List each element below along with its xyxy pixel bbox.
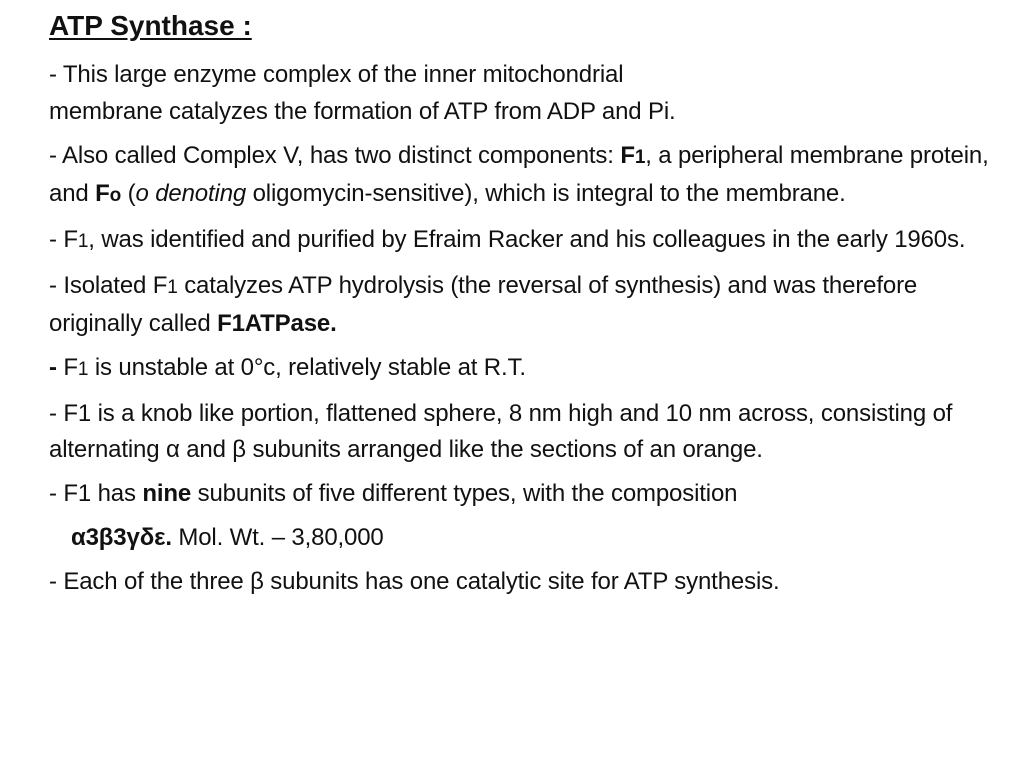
paragraph-line: membrane catalyzes the formation of ATP from ADP and Pi. xyxy=(49,98,676,125)
slide-content xyxy=(49,8,1009,608)
paragraph-hydrolysis: - Isolated F1 catalyzes ATP hydrolysis (the reversal of synthesis) and was therefore originally called F1ATPase. xyxy=(49,272,918,337)
paragraph-composition: α3β3γδε. Mol. Wt. – 3,80,000 xyxy=(71,524,384,551)
slide-title: ATP Synthase : xyxy=(49,10,252,41)
paragraph-catalytic-site: - Each of the three β subunits has one catalytic site for ATP synthesis. xyxy=(49,568,780,595)
paragraph-enzyme-complex xyxy=(49,56,1009,130)
paragraph-knob: - F1 is a knob like portion, flattened sphere, 8 nm high and 10 nm across, consisting of alternating α and β subunits arranged like the sections of an orange. xyxy=(49,400,953,463)
paragraph-racker: - F1, was identified and purified by Efraim Racker and his colleagues in the early 1960s. xyxy=(49,226,966,253)
paragraph-complex-v: - Also called Complex V, has two distinct components: F1, a peripheral membrane protein, and Fo (o denoting oligomycin-sensitive), which is integral to the membrane. xyxy=(49,142,989,207)
paragraph-subunits: - F1 has nine subunits of five different types, with the composition xyxy=(49,480,738,507)
paragraph-stability: - F1 is unstable at 0°c, relatively stable at R.T. xyxy=(49,354,526,381)
paragraph-line: - This large enzyme complex of the inner mitochondrial xyxy=(49,61,624,88)
